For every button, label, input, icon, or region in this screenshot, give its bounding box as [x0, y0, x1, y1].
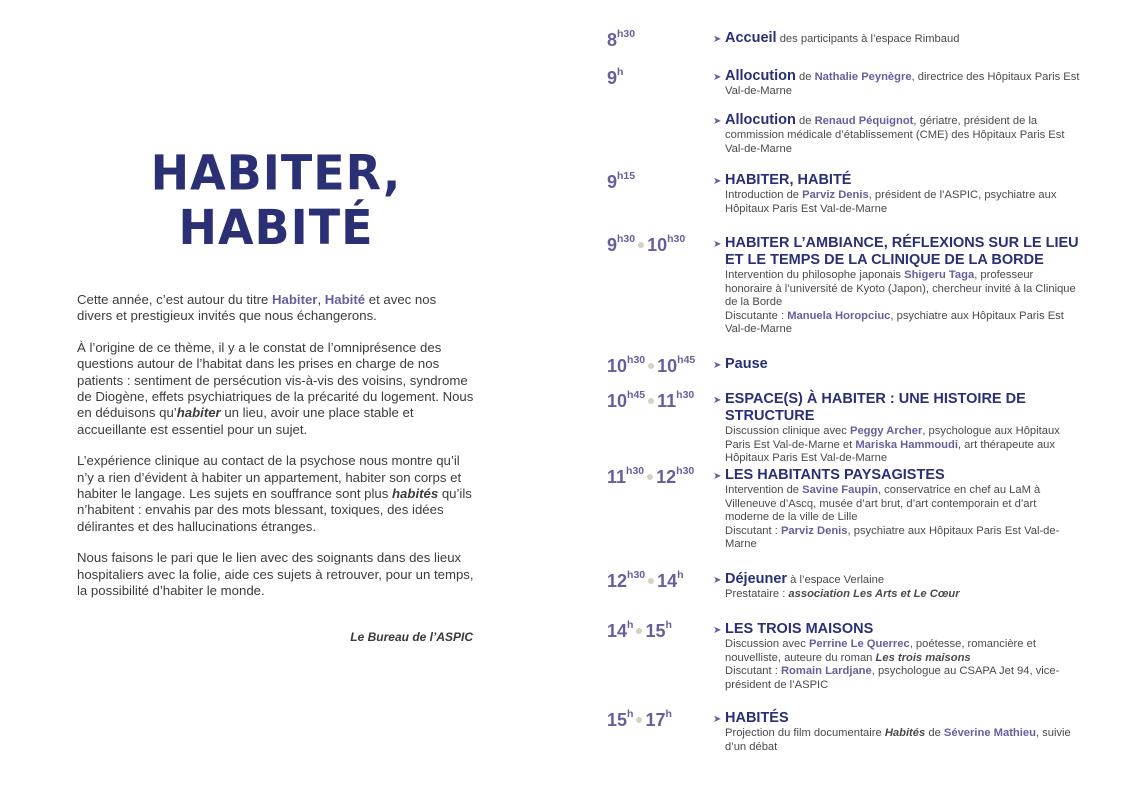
time-label: 15$^h$ 17$^h$ — [607, 708, 672, 730]
page-title — [77, 145, 475, 254]
time-label: $11^{h30}$ $12^{h30}$ — [607, 465, 695, 487]
time-label: 9$^h$ — [607, 66, 624, 88]
time-label: $10^{h45}$ $11^{h30}$ — [607, 389, 695, 411]
intro-paragraph-1: Cette année, c’est autour du titre Habiter, Habité et avec nos divers et prestigieux invités que nous échangerons. — [77, 292, 437, 324]
time-label: $10^{h30}$ $10^{h45}$ — [607, 354, 696, 376]
title-line-2: HABITÉ — [178, 198, 374, 256]
intro-paragraph-2: À l’origine de ce thème, il y a le constat de l’omniprésence des questions autour de l’habitat dans les prises en charge de nos patients : sentiment de persécution vis-à-vis des voisins, syndrome de Diogène, effets psychiatriques de la précarité du logement. Nous en déduisons qu’habiter un lieu, avoir une place stable et accueillante est essentiel pour un sujet. — [77, 339, 474, 437]
arrow-icon: ➤ — [713, 72, 722, 83]
arrow-icon: ➤ — [713, 714, 722, 725]
title-line-1: HABITER, — [150, 144, 402, 202]
time-label: $9^{h30}$ $10^{h30}$ — [607, 233, 686, 255]
arrow-icon: ➤ — [713, 395, 722, 406]
arrow-icon: ➤ — [713, 360, 722, 371]
intro-paragraph-3: L’expérience clinique au contact de la psychose nous montre qu’il n’y a rien d’évident à habiter un appartement, habiter son corps et habiter le langage. Les sujets en souffrance sont plus habités qu’ils n’habitent : envahis par des mots blessant, toxiques, des idées délirantes et des hallucinations étranges. — [77, 453, 472, 534]
arrow-icon: ➤ — [713, 239, 722, 250]
time-label: $8^{h30}$ — [607, 28, 636, 50]
time-label: $9^{h15}$ — [607, 170, 636, 192]
arrow-icon: ➤ — [713, 34, 722, 45]
arrow-icon: ➤ — [713, 471, 722, 482]
arrow-icon: ➤ — [713, 575, 722, 586]
time-label: $12^{h30}$ 14$^h$ — [607, 569, 684, 591]
arrow-icon: ➤ — [713, 116, 722, 127]
signature: Le Bureau de l’ASPIC — [350, 630, 473, 644]
intro-text — [77, 292, 475, 615]
arrow-icon: ➤ — [713, 625, 722, 636]
arrow-icon: ➤ — [713, 176, 722, 187]
time-label: 14$^h$ 15$^h$ — [607, 619, 672, 641]
intro-paragraph-4: Nous faisons le pari que le lien avec des soignants dans des lieux hospitaliers avec la folie, aide ces sujets à retrouver, pour un temps, la possibilité d’habiter le monde. — [77, 550, 474, 599]
